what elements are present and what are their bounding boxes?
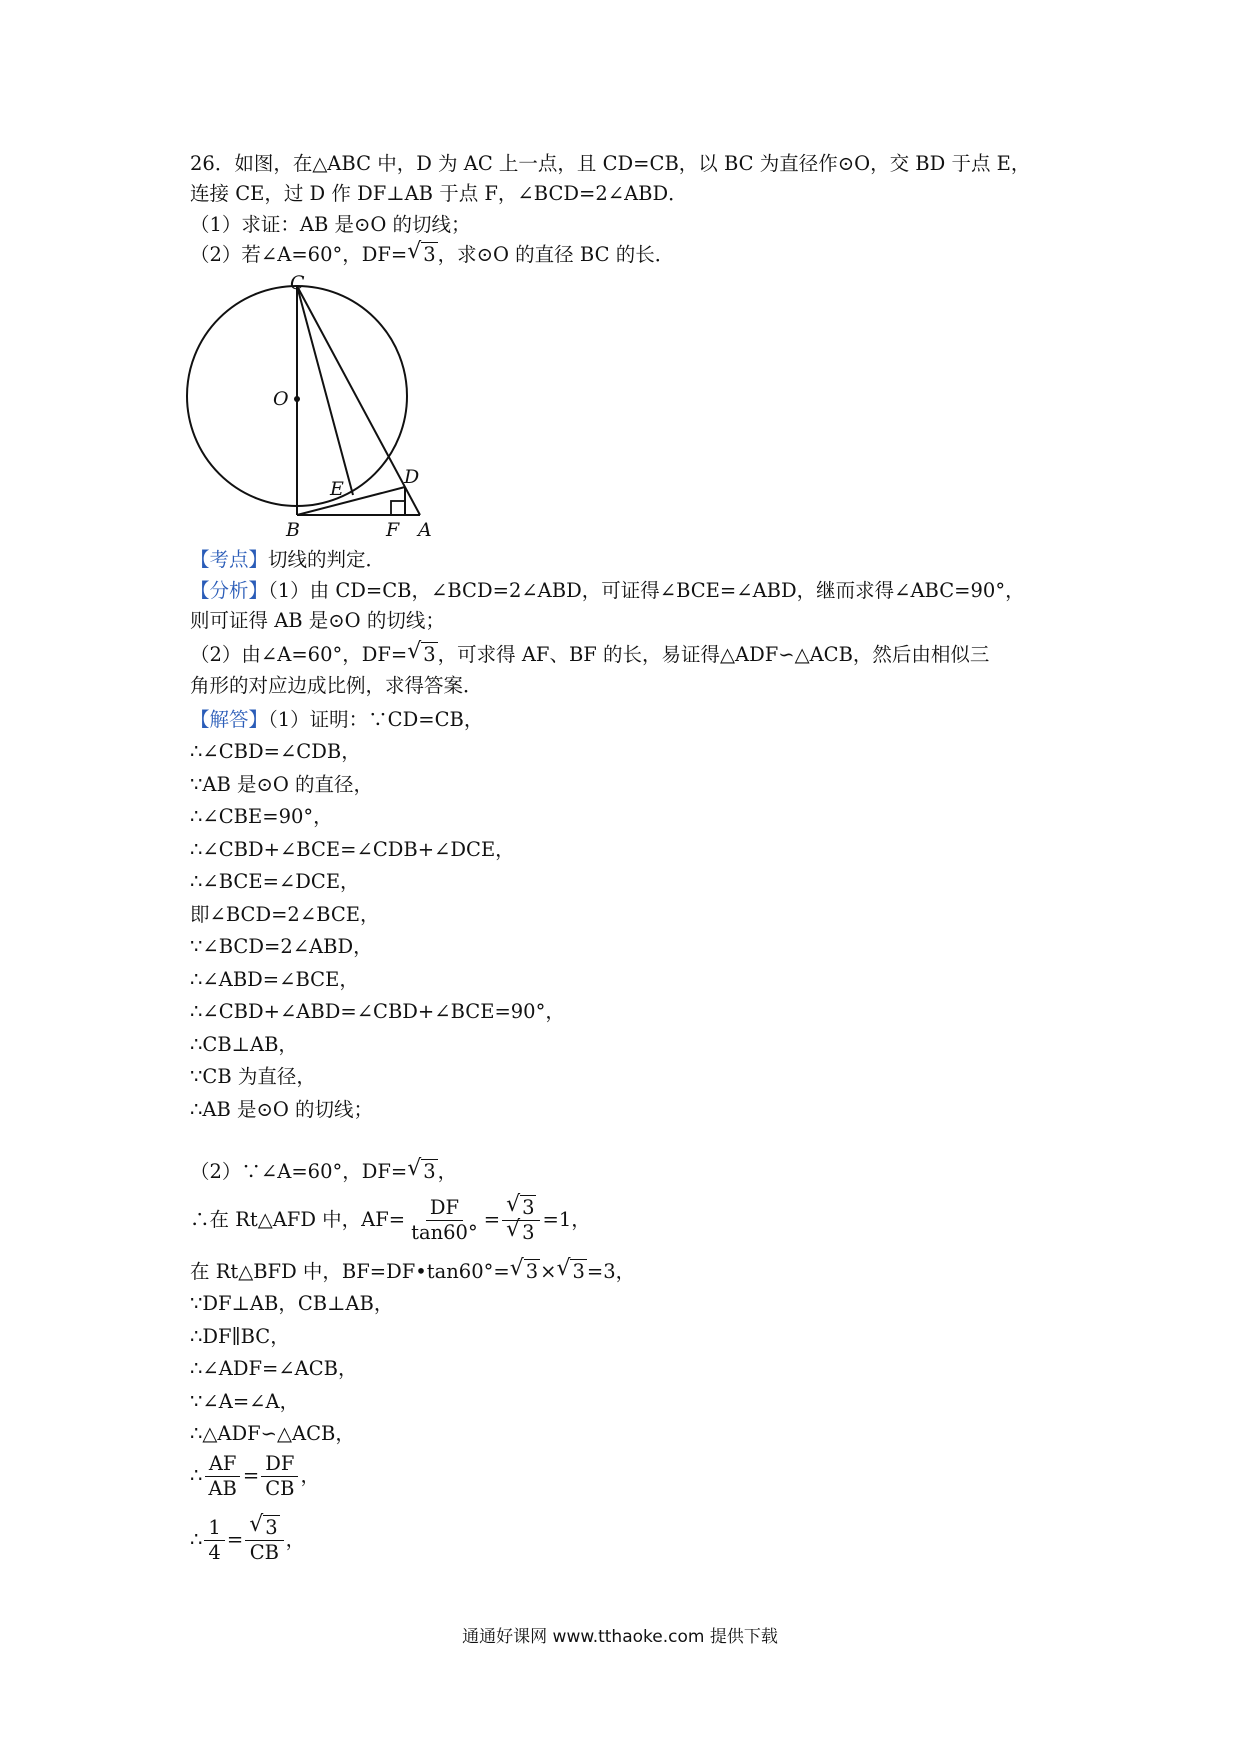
frac-num: DF	[426, 1196, 463, 1221]
af-suffix: =1，	[542, 1208, 591, 1231]
ratio-line	[190, 1450, 320, 1502]
question-2	[190, 241, 674, 269]
fraction-df-cb	[261, 1452, 298, 1501]
solution-step: ∵AB 是⊙O 的直径，	[190, 772, 374, 796]
fraction-sqrt3-cb	[245, 1516, 283, 1565]
part2-suffix: ，	[437, 1160, 458, 1183]
label-f: F	[386, 519, 400, 540]
frac-num: AF	[205, 1452, 241, 1477]
bf-prefix: 在 Rt△BFD 中，BF=DF•tan60°=	[190, 1260, 510, 1283]
frac-num: 1	[204, 1516, 224, 1541]
question-1: （1）求证：AB 是⊙O 的切线；	[190, 213, 471, 236]
solution-step: 即∠BCD=2∠BCE，	[190, 902, 380, 926]
solution-line-1	[190, 706, 483, 734]
af-eq: =	[483, 1208, 501, 1231]
kaodian-line	[190, 546, 385, 574]
problem-line-2: 连接 CE，过 D 作 DF⊥AB 于点 F，∠BCD=2∠ABD．	[190, 182, 688, 205]
sqrt-3	[506, 1221, 536, 1245]
fenxi-3-suffix: ，可求得 AF、BF 的长，易证得△ADF∽△ACB，然后由相似三	[437, 643, 990, 666]
part2-given	[190, 1158, 457, 1186]
segment-ce	[297, 286, 353, 495]
fenxi-tag: 【分析】	[190, 579, 269, 602]
kaodian-tag: 【考点】	[190, 548, 269, 571]
frac-den	[502, 1221, 540, 1245]
sqrt-radicand: 3	[522, 1196, 535, 1219]
bf-times: ×	[540, 1260, 557, 1283]
final-eq: =	[226, 1528, 244, 1551]
solution-step: ∴∠CBD=∠CDB，	[190, 740, 361, 763]
af-line	[190, 1194, 591, 1246]
frac-den: tan60°	[411, 1221, 478, 1244]
solution-step: ∴∠CBD+∠BCE=∠CDB+∠DCE，	[190, 837, 515, 861]
segment-ca	[297, 286, 420, 515]
sqrt-3	[249, 1516, 279, 1540]
final-suffix: ，	[285, 1528, 306, 1551]
label-e: E	[330, 478, 344, 500]
fenxi-line-4: 角形的对应边成比例，求得答案．	[190, 674, 483, 697]
sqrt-3	[510, 1258, 540, 1286]
solution-step: ∵∠A=∠A，	[190, 1389, 300, 1413]
solution-step: ∴∠ADF=∠ACB，	[190, 1357, 358, 1380]
label-b: B	[286, 519, 300, 540]
solution-step: ∴△ADF∽△ACB，	[190, 1422, 355, 1445]
fenxi-line-3	[190, 641, 989, 669]
fraction-sqrt3-sqrt3	[502, 1196, 540, 1245]
center-point-o	[294, 396, 300, 402]
label-a: A	[418, 519, 432, 540]
solution-step: ∴CB⊥AB，	[190, 1032, 298, 1056]
fenxi-3-prefix: （2）由∠A=60°，DF=	[190, 643, 408, 666]
final-line	[190, 1514, 305, 1566]
sqrt-3	[407, 641, 437, 669]
sqrt-radicand: 3	[572, 1260, 585, 1283]
sqrt-radicand: 3	[525, 1260, 539, 1283]
fenxi-line-2: 则可证得 AB 是⊙O 的切线；	[190, 609, 445, 632]
ratio-eq: =	[242, 1464, 260, 1487]
bf-line	[190, 1258, 635, 1286]
q2-prefix: （2）若∠A=60°，DF=	[190, 243, 408, 266]
af-prefix: ∴在 Rt△AFD 中，AF=	[190, 1208, 406, 1231]
part2-prefix: （2）∵∠A=60°，DF=	[190, 1160, 408, 1183]
fenxi-text-1: （1）由 CD=CB，∠BCD=2∠ABD，可证得∠BCE=∠ABD，继而求得∠ABC=90°，	[268, 579, 1025, 602]
sqrt-3	[407, 1158, 437, 1186]
q2-suffix: ，求⊙O 的直径 BC 的长．	[437, 243, 675, 266]
label-o: O	[273, 388, 289, 410]
solution-step: ∴∠BCE=∠DCE，	[190, 870, 360, 893]
solution-step: ∵CB 为直径，	[190, 1065, 316, 1088]
fraction-af-ab	[204, 1452, 240, 1501]
solution-step: ∴AB 是⊙O 的切线；	[190, 1097, 374, 1121]
solution-step: ∴∠CBE=90°，	[190, 805, 333, 828]
kaodian-text: 切线的判定．	[268, 548, 386, 571]
frac-den: 4	[208, 1541, 221, 1564]
footer-credit: 通通好课网 www.tthaoke.com 提供下载	[462, 1627, 778, 1647]
ratio-suffix: ，	[300, 1464, 320, 1487]
frac-num: DF	[261, 1452, 298, 1477]
ratio-prefix: ∴	[190, 1464, 203, 1487]
jieda-tag: 【解答】	[190, 708, 269, 731]
final-prefix: ∴	[190, 1528, 203, 1551]
sqrt-radicand: 3	[423, 1160, 436, 1183]
frac-den: CB	[249, 1541, 280, 1564]
geometry-figure	[180, 275, 440, 540]
frac-num	[245, 1516, 283, 1541]
solution-step: ∵∠BCD=2∠ABD，	[190, 935, 373, 958]
sqrt-radicand: 3	[423, 643, 436, 666]
frac-den: AB	[208, 1477, 237, 1500]
solution-step: ∴DF∥BC，	[190, 1324, 290, 1348]
frac-den: CB	[265, 1477, 295, 1500]
fenxi-line-1	[190, 577, 1025, 605]
sqrt-radicand: 3	[265, 1516, 278, 1539]
solution-first: （1）证明：∵CD=CB，	[268, 708, 484, 731]
solution-step: ∴∠CBD+∠ABD=∠CBD+∠BCE=90°，	[190, 1000, 565, 1023]
fraction-df-tan60	[407, 1196, 482, 1245]
sqrt-3	[407, 241, 437, 269]
sqrt-radicand: 3	[423, 243, 436, 266]
solution-step: ∴∠ABD=∠BCE，	[190, 967, 359, 991]
label-c: C	[290, 275, 305, 294]
fraction-1-4	[204, 1516, 224, 1565]
solution-step: ∵DF⊥AB，CB⊥AB，	[190, 1292, 394, 1315]
label-d: D	[404, 466, 420, 488]
bf-suffix: =3，	[586, 1260, 636, 1283]
right-angle-mark	[391, 501, 405, 515]
problem-line-1: 26．如图，在△ABC 中，D 为 AC 上一点，且 CD=CB，以 BC 为直径作⊙O，交 BD 于点 E，	[190, 152, 1031, 175]
sqrt-radicand: 3	[522, 1221, 535, 1244]
sqrt-3	[556, 1258, 586, 1286]
